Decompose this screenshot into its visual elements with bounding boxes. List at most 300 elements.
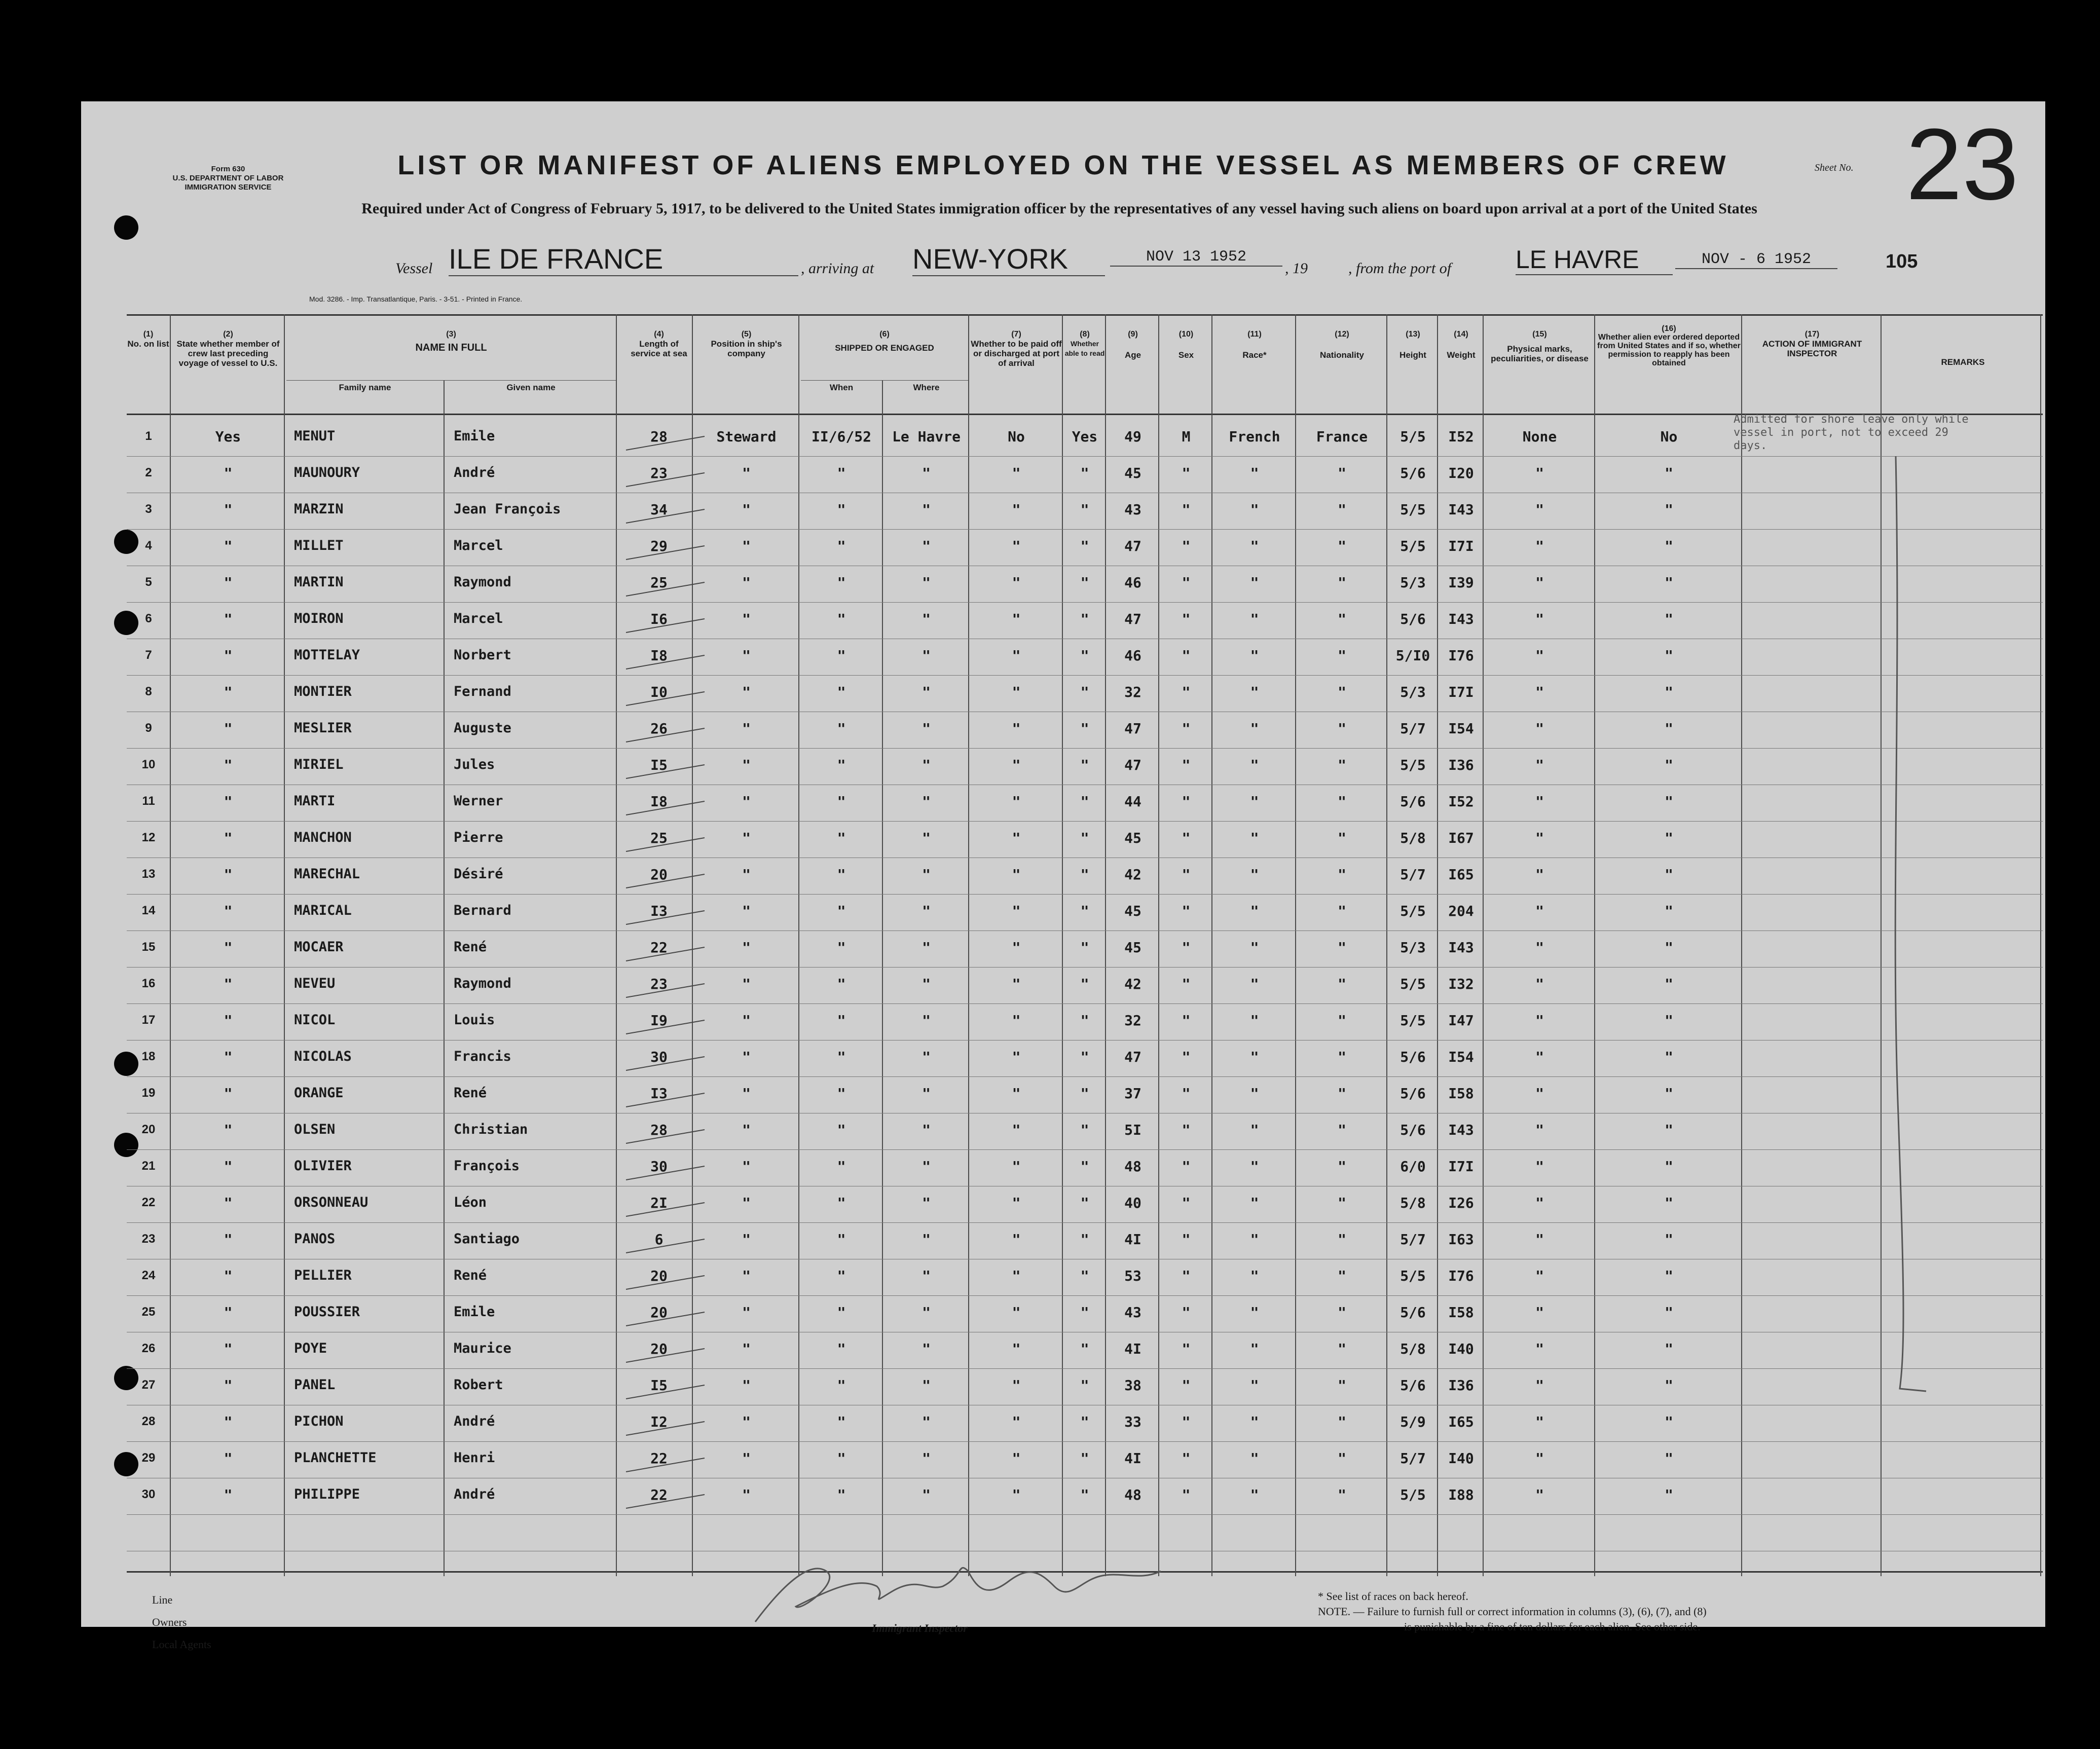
col-15-header: Physical marks, peculiarities, or disease <box>1491 344 1589 363</box>
crew-last-voyage-ditto: " <box>224 830 233 846</box>
nationality-ditto: " <box>1338 793 1346 810</box>
ship-position-ditto: " <box>742 1268 751 1284</box>
deportation-status-ditto: " <box>1665 1450 1673 1467</box>
length-of-service: 2I <box>650 1195 668 1211</box>
deportation-status-ditto: " <box>1665 684 1673 700</box>
row-number: 24 <box>141 1269 156 1282</box>
age: 47 <box>1124 720 1141 737</box>
family-name: OLSEN <box>294 1122 336 1137</box>
deportation-status-ditto: " <box>1665 720 1673 737</box>
weight: I54 <box>1448 1049 1474 1065</box>
nationality-ditto: " <box>1338 1122 1346 1138</box>
inspector-signature <box>725 1551 1181 1632</box>
height: 5/9 <box>1400 1413 1426 1430</box>
family-name: MOIRON <box>294 611 344 626</box>
from-port-label: , from the port of <box>1348 260 1452 277</box>
deportation-status-ditto: " <box>1665 903 1673 919</box>
age: 49 <box>1124 428 1141 445</box>
given-name: André <box>454 1413 495 1429</box>
paid-off-ditto: " <box>1012 501 1021 518</box>
height: 5/7 <box>1400 1450 1426 1467</box>
age: 47 <box>1124 611 1141 627</box>
tally-mark <box>623 1381 710 1401</box>
shipped-when-ditto: " <box>837 1413 846 1430</box>
physical-marks-ditto: " <box>1535 830 1544 846</box>
nationality-ditto: " <box>1338 1049 1346 1065</box>
age: 42 <box>1124 976 1141 992</box>
height: 5/5 <box>1400 538 1426 554</box>
col-8-number: (8) <box>1080 330 1090 339</box>
sex-ditto: " <box>1182 903 1191 919</box>
race: French <box>1229 428 1280 445</box>
given-name: Marcel <box>454 611 503 626</box>
height: 5/6 <box>1400 1085 1426 1102</box>
height: 6/0 <box>1400 1158 1426 1175</box>
sex-ditto: " <box>1182 1377 1191 1394</box>
race-ditto: " <box>1250 976 1259 992</box>
row-number: 7 <box>145 648 152 662</box>
footer-labels <box>152 1589 211 1656</box>
family-name: MILLET <box>294 538 344 553</box>
tally-mark <box>623 651 710 672</box>
tally-mark <box>623 907 710 927</box>
able-to-read-ditto: " <box>1080 903 1089 919</box>
family-name: PLANCHETTE <box>294 1450 377 1466</box>
page-code: 105 <box>1886 251 1918 272</box>
shipped-when-ditto: " <box>837 1486 846 1503</box>
ship-position-ditto: " <box>742 976 751 992</box>
shipped-when-ditto: " <box>837 1012 846 1029</box>
height: 5/6 <box>1400 793 1426 810</box>
family-name: MESLIER <box>294 720 352 736</box>
sex-ditto: " <box>1182 1413 1191 1430</box>
row-number: 15 <box>141 940 156 954</box>
tally-mark <box>623 1126 710 1146</box>
tally-mark <box>623 980 710 1000</box>
crew-last-voyage-ditto: " <box>224 1122 233 1138</box>
length-of-service: 28 <box>650 428 668 445</box>
able-to-read-ditto: " <box>1080 1085 1089 1102</box>
sheet-number: 23 <box>1906 108 2019 221</box>
family-name: PANOS <box>294 1231 336 1247</box>
physical-marks-ditto: " <box>1535 1085 1544 1102</box>
row-number: 28 <box>141 1415 156 1428</box>
shipped-where-ditto: " <box>922 1450 931 1467</box>
race-ditto: " <box>1250 1231 1259 1248</box>
race-ditto: " <box>1250 1377 1259 1394</box>
race-ditto: " <box>1250 1195 1259 1211</box>
family-name: NICOLAS <box>294 1049 352 1064</box>
shipped-where-ditto: " <box>922 903 931 919</box>
tally-mark <box>623 1053 710 1073</box>
col-9-number: (9) <box>1128 330 1138 339</box>
given-name: François <box>454 1158 520 1174</box>
able-to-read-ditto: " <box>1080 830 1089 846</box>
weight: 204 <box>1448 903 1474 919</box>
row-number: 14 <box>141 904 156 917</box>
printer-line: Mod. 3286. - Imp. Transatlantique, Paris. - 3-51. - Printed in France. <box>309 295 523 303</box>
able-to-read-ditto: " <box>1080 1268 1089 1284</box>
shipped-when-ditto: " <box>837 1085 846 1102</box>
length-of-service: 25 <box>650 574 668 591</box>
ship-position-ditto: " <box>742 793 751 810</box>
race-ditto: " <box>1250 866 1259 883</box>
deportation-status-ditto: " <box>1665 538 1673 554</box>
weight: I26 <box>1448 1195 1474 1211</box>
tally-mark <box>623 688 710 708</box>
paid-off-ditto: " <box>1012 903 1021 919</box>
height: 5/5 <box>1400 1012 1426 1029</box>
deportation-status-ditto: " <box>1665 1377 1673 1394</box>
age: 5I <box>1124 1122 1141 1138</box>
weight: I76 <box>1448 1268 1474 1284</box>
family-name: POUSSIER <box>294 1304 360 1320</box>
deportation-status-ditto: " <box>1665 1341 1673 1357</box>
age: 38 <box>1124 1377 1141 1394</box>
nationality-ditto: " <box>1338 939 1346 956</box>
tally-mark <box>623 943 710 963</box>
crew-last-voyage-ditto: " <box>224 465 233 481</box>
deportation-status-ditto: " <box>1665 976 1673 992</box>
tally-mark <box>623 1308 710 1328</box>
age: 32 <box>1124 684 1141 700</box>
ship-position-ditto: " <box>742 866 751 883</box>
family-name: MOTTELAY <box>294 647 360 663</box>
race-ditto: " <box>1250 684 1259 700</box>
race-ditto: " <box>1250 720 1259 737</box>
nationality-ditto: " <box>1338 611 1346 627</box>
weight: I65 <box>1448 866 1474 883</box>
nationality-ditto: " <box>1338 501 1346 518</box>
row-number: 4 <box>145 539 152 552</box>
age: 32 <box>1124 1012 1141 1029</box>
sex-ditto: " <box>1182 939 1191 956</box>
tally-mark <box>623 1491 710 1511</box>
sex-ditto: " <box>1182 647 1191 664</box>
paid-off-ditto: " <box>1012 1012 1021 1029</box>
row-number: 5 <box>145 575 152 589</box>
paid-off-ditto: " <box>1012 538 1021 554</box>
row-number: 10 <box>141 758 156 771</box>
crew-last-voyage-ditto: " <box>224 1341 233 1357</box>
ship-position-ditto: " <box>742 1195 751 1211</box>
paid-off: No <box>1008 428 1025 445</box>
crew-last-voyage-ditto: " <box>224 1450 233 1467</box>
given-name: André <box>454 465 495 480</box>
shipped-when-ditto: " <box>837 574 846 591</box>
paid-off-ditto: " <box>1012 757 1021 773</box>
able-to-read-ditto: " <box>1080 757 1089 773</box>
physical-marks-ditto: " <box>1535 647 1544 664</box>
col-3-number: (3) <box>446 330 456 339</box>
ship-position-ditto: " <box>742 684 751 700</box>
given-name: Louis <box>454 1012 495 1028</box>
local-agents-label: Local Agents <box>152 1638 211 1651</box>
paid-off-ditto: " <box>1012 1049 1021 1065</box>
row-number: 30 <box>141 1487 156 1501</box>
immigrant-inspector-label: Immigrant Inspector <box>872 1622 968 1634</box>
age: 46 <box>1124 574 1141 591</box>
crew-last-voyage-ditto: " <box>224 903 233 919</box>
document-subtitle: Required under Act of Congress of February 5, 1917, to be delivered to the United States immigration officer by the representatives of any vessel having such aliens on board upon arrival at a port of the United States <box>361 200 1757 217</box>
length-of-service: 26 <box>650 720 668 737</box>
row-number: 23 <box>141 1232 156 1246</box>
given-name: Bernard <box>454 903 511 918</box>
shipped-where-ditto: " <box>922 720 931 737</box>
age: 40 <box>1124 1195 1141 1211</box>
tally-mark <box>623 797 710 817</box>
shipped-when-ditto: " <box>837 757 846 773</box>
nationality-ditto: " <box>1338 1486 1346 1503</box>
col-9-header: Age <box>1124 350 1141 360</box>
length-of-service: I2 <box>650 1413 668 1430</box>
vessel-label: Vessel <box>395 260 433 277</box>
col-16-header: Whether alien ever ordered deported from United States and if so, whether permission to reapply has been obtained <box>1597 333 1741 367</box>
departure-port: LE HAVRE <box>1516 245 1673 275</box>
arrival-date-stamp: NOV 13 1952 <box>1110 248 1282 267</box>
deportation-status-ditto: " <box>1665 1049 1673 1065</box>
able-to-read-ditto: " <box>1080 1486 1089 1503</box>
height: 5/I0 <box>1395 647 1430 664</box>
row-number: 6 <box>145 612 152 625</box>
nationality-ditto: " <box>1338 538 1346 554</box>
height: 5/7 <box>1400 866 1426 883</box>
tally-mark <box>623 469 710 489</box>
shipped-when-ditto: " <box>837 1158 846 1175</box>
shipped-where-ditto: " <box>922 647 931 664</box>
weight: I43 <box>1448 611 1474 627</box>
shipped-when-ditto: " <box>837 1195 846 1211</box>
height: 5/6 <box>1400 1122 1426 1138</box>
deportation-status-ditto: " <box>1665 1231 1673 1248</box>
given-name: Santiago <box>454 1231 520 1247</box>
race-ditto: " <box>1250 793 1259 810</box>
shipped-where-ditto: " <box>922 684 931 700</box>
race-ditto: " <box>1250 1413 1259 1430</box>
shipped-when-ditto: " <box>837 647 846 664</box>
service-name: IMMIGRATION SERVICE <box>185 183 272 192</box>
able-to-read-ditto: " <box>1080 1413 1089 1430</box>
height: 5/5 <box>1400 757 1426 773</box>
physical-marks-ditto: " <box>1535 538 1544 554</box>
given-name: René <box>454 939 487 955</box>
shipped-when-ditto: " <box>837 939 846 956</box>
nationality-ditto: " <box>1338 757 1346 773</box>
length-of-service: I0 <box>650 684 668 700</box>
crew-last-voyage-ditto: " <box>224 720 233 737</box>
ship-position-ditto: " <box>742 1486 751 1503</box>
race-ditto: " <box>1250 1049 1259 1065</box>
tally-mark <box>623 1016 710 1036</box>
tally-mark <box>623 1199 710 1219</box>
height: 5/3 <box>1400 574 1426 591</box>
ship-position-ditto: " <box>742 903 751 919</box>
col-11-header: Race* <box>1242 350 1267 360</box>
length-of-service: 28 <box>650 1122 668 1138</box>
race-ditto: " <box>1250 757 1259 773</box>
deportation-status-ditto: " <box>1665 1085 1673 1102</box>
sex-ditto: " <box>1182 1049 1191 1065</box>
age: 47 <box>1124 538 1141 554</box>
row-number: 19 <box>141 1086 156 1100</box>
crew-last-voyage-ditto: " <box>224 501 233 518</box>
family-name: MANCHON <box>294 830 352 845</box>
row-number: 26 <box>141 1342 156 1355</box>
able-to-read-ditto: " <box>1080 684 1089 700</box>
length-of-service: 30 <box>650 1049 668 1065</box>
punch-hole <box>114 215 138 240</box>
weight: I32 <box>1448 976 1474 992</box>
weight: I7I <box>1448 538 1474 554</box>
shipped-when-ditto: " <box>837 903 846 919</box>
col-10-number: (10) <box>1178 330 1194 339</box>
crew-last-voyage-ditto: " <box>224 976 233 992</box>
weight: I7I <box>1448 684 1474 700</box>
race-ditto: " <box>1250 611 1259 627</box>
shipped-when: II/6/52 <box>811 428 871 445</box>
height: 5/5 <box>1400 976 1426 992</box>
shipped-where-ditto: " <box>922 1413 931 1430</box>
tally-mark <box>623 615 710 635</box>
able-to-read-ditto: " <box>1080 793 1089 810</box>
deportation-status-ditto: " <box>1665 1486 1673 1503</box>
shipped-when-ditto: " <box>837 465 846 481</box>
able-to-read-ditto: " <box>1080 720 1089 737</box>
shipped-where-ditto: " <box>922 1268 931 1284</box>
year-label: , 19 <box>1285 260 1308 277</box>
family-name: NEVEU <box>294 976 336 991</box>
deportation-status-ditto: " <box>1665 1413 1673 1430</box>
ship-position-ditto: " <box>742 501 751 518</box>
able-to-read-ditto: " <box>1080 1304 1089 1321</box>
race-ditto: " <box>1250 1158 1259 1175</box>
col-1-number: (1) <box>143 330 154 339</box>
length-of-service: I6 <box>650 611 668 627</box>
given-name: Marcel <box>454 538 503 553</box>
length-of-service: I5 <box>650 757 668 773</box>
given-name: Emile <box>454 428 495 444</box>
vessel-name: ILE DE FRANCE <box>449 242 798 276</box>
tally-mark <box>623 505 710 526</box>
paid-off-ditto: " <box>1012 830 1021 846</box>
physical-marks-ditto: " <box>1535 1304 1544 1321</box>
paid-off-ditto: " <box>1012 574 1021 591</box>
family-name-header: Family name <box>339 383 391 392</box>
weight: I63 <box>1448 1231 1474 1248</box>
sex-ditto: " <box>1182 1268 1191 1284</box>
where-header: Where <box>913 383 940 392</box>
paid-off-ditto: " <box>1012 720 1021 737</box>
height: 5/5 <box>1400 428 1426 445</box>
length-of-service: 20 <box>650 1341 668 1357</box>
able-to-read-ditto: " <box>1080 1049 1089 1065</box>
given-name: Norbert <box>454 647 511 663</box>
col-10-header: Sex <box>1178 350 1194 360</box>
admission-remark: Admitted for shore leave only while vessel in port, not to exceed 29 days. <box>1734 413 1969 452</box>
weight: I67 <box>1448 830 1474 846</box>
sex-ditto: " <box>1182 1341 1191 1357</box>
age: 37 <box>1124 1085 1141 1102</box>
ship-position-ditto: " <box>742 1231 751 1248</box>
nationality-ditto: " <box>1338 684 1346 700</box>
nationality-ditto: " <box>1338 830 1346 846</box>
physical-marks-ditto: " <box>1535 976 1544 992</box>
length-of-service: 22 <box>650 1486 668 1503</box>
shipped-where-ditto: " <box>922 1158 931 1175</box>
nationality-ditto: " <box>1338 1450 1346 1467</box>
shipped-when-ditto: " <box>837 793 846 810</box>
manifest-page <box>81 101 2045 1651</box>
nationality-ditto: " <box>1338 1231 1346 1248</box>
ship-position-ditto: " <box>742 538 751 554</box>
given-name: Henri <box>454 1450 495 1466</box>
able-to-read: Yes <box>1072 428 1098 445</box>
sex-ditto: " <box>1182 1012 1191 1029</box>
sex-ditto: " <box>1182 1122 1191 1138</box>
weight: I7I <box>1448 1158 1474 1175</box>
shipped-when-ditto: " <box>837 611 846 627</box>
height: 5/6 <box>1400 1377 1426 1394</box>
race-ditto: " <box>1250 465 1259 481</box>
ship-position-ditto: " <box>742 1341 751 1357</box>
col-12-header: Nationality <box>1320 350 1364 360</box>
nationality-ditto: " <box>1338 1012 1346 1029</box>
nationality-ditto: " <box>1338 465 1346 481</box>
paid-off-ditto: " <box>1012 1413 1021 1430</box>
length-of-service: 20 <box>650 1304 668 1321</box>
col-7-number: (7) <box>1011 330 1021 339</box>
tally-mark <box>623 1089 710 1109</box>
row-number: 8 <box>145 685 152 698</box>
shipped-when-ditto: " <box>837 538 846 554</box>
col-5-number: (5) <box>741 330 752 339</box>
physical-marks-ditto: " <box>1535 574 1544 591</box>
shipped-when-ditto: " <box>837 1377 846 1394</box>
able-to-read-ditto: " <box>1080 866 1089 883</box>
ship-position-ditto: " <box>742 1377 751 1394</box>
col-17-header: ACTION OF IMMIGRANT INSPECTOR <box>1762 339 1862 358</box>
col-7-header: Whether to be paid off or discharged at port of arrival <box>971 339 1062 368</box>
age: 4I <box>1124 1341 1141 1357</box>
paid-off-ditto: " <box>1012 1341 1021 1357</box>
shipped-when-ditto: " <box>837 866 846 883</box>
tally-mark <box>623 578 710 599</box>
shipped-where-ditto: " <box>922 1341 931 1357</box>
deportation-status-ditto: " <box>1665 1195 1673 1211</box>
shipped-when-ditto: " <box>837 1231 846 1248</box>
length-of-service: 23 <box>650 465 668 481</box>
weight: I43 <box>1448 1122 1474 1138</box>
shipped-where-ditto: " <box>922 1049 931 1065</box>
physical-marks-ditto: " <box>1535 757 1544 773</box>
deportation-status-ditto: " <box>1665 793 1673 810</box>
crew-last-voyage-ditto: " <box>224 1486 233 1503</box>
family-name: PANEL <box>294 1377 336 1393</box>
col-4-header: Length of service at sea <box>631 339 687 358</box>
crew-last-voyage-ditto: " <box>224 1268 233 1284</box>
length-of-service: I5 <box>650 1377 668 1394</box>
weight: I52 <box>1448 793 1474 810</box>
weight: I47 <box>1448 1012 1474 1029</box>
given-name: Auguste <box>454 720 511 736</box>
deportation-status-ditto: " <box>1665 647 1673 664</box>
physical-marks-ditto: " <box>1535 465 1544 481</box>
sex-ditto: " <box>1182 1304 1191 1321</box>
department-name: U.S. DEPARTMENT OF LABOR <box>172 174 284 182</box>
given-name: Christian <box>454 1122 528 1137</box>
length-of-service: I9 <box>650 1012 668 1029</box>
sex-ditto: " <box>1182 574 1191 591</box>
